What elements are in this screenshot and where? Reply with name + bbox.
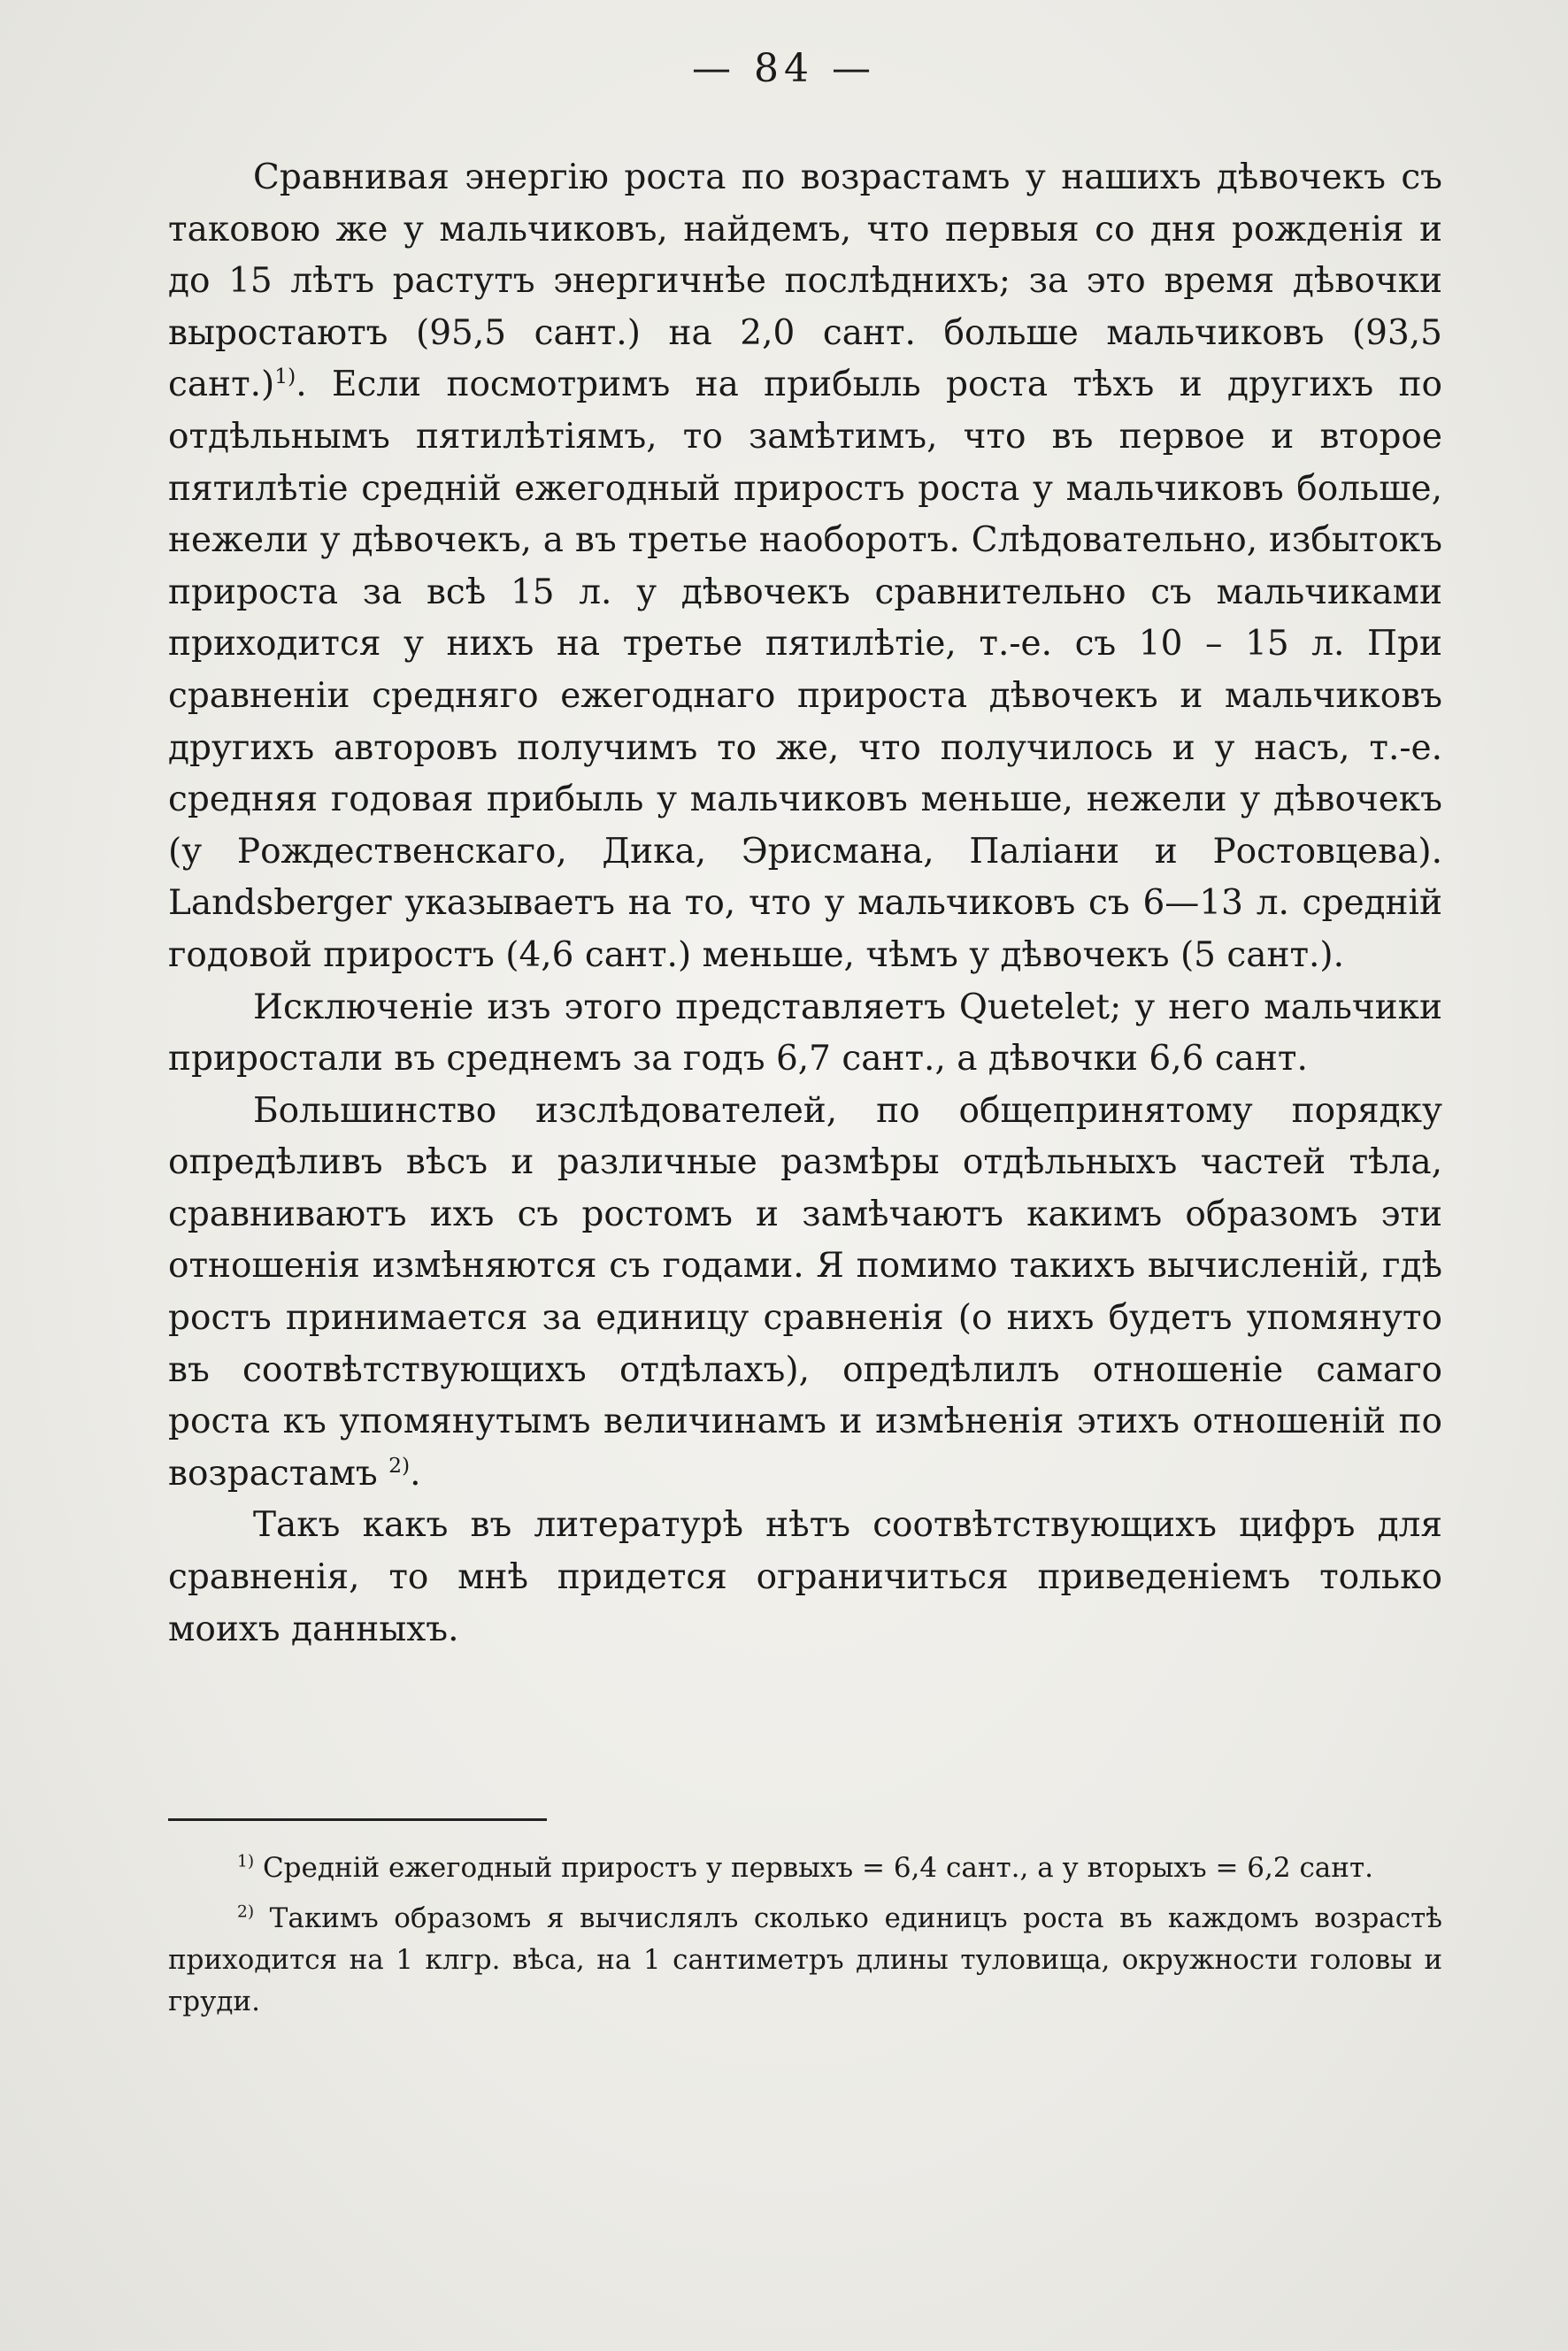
- paragraph-1-start: Сравнивая энергію роста по возрастамъ у нашихъ дѣвочекъ съ таковою же у мальчиковъ, найдемъ, что первыя со дня рожденія и до 15 лѣтъ растутъ энергичнѣе послѣднихъ; за это время дѣвочки выростаютъ (95,5 сант.) на 2,0 сант. больше мальчиковъ (93,5 сант.): [168, 158, 1442, 405]
- page-number: — 84 —: [692, 46, 876, 91]
- footnote-divider: [168, 1818, 547, 1821]
- footnote-2-marker: 2): [237, 1902, 255, 1922]
- footnote-1-marker: 1): [237, 1852, 255, 1871]
- paragraph-3-text: Большинство изслѣдователей, по общепринятому порядку опредѣливъ вѣсъ и различные размѣры отдѣльныхъ частей тѣла, сравниваютъ ихъ съ ростомъ и замѣчаютъ какимъ образомъ эти отношенія измѣняются съ годами. Я помимо такихъ вычисленій, гдѣ ростъ принимается за единицу сравненія (о нихъ будетъ упомянуто въ соотвѣтствующихъ отдѣлахъ), опредѣлилъ отношеніе самаго роста къ упомянутымъ величинамъ и измѣненія этихъ отношеній по возрастамъ: [168, 1090, 1442, 1494]
- footnote-1: [168, 1848, 1442, 1889]
- footnotes: [168, 1848, 1442, 2032]
- footnote-2-text: Такимъ образомъ я вычислялъ сколько единицъ роста въ каждомъ возрастѣ приходится на 1 клгр. вѣса, на 1 сантиметръ длины туловища, окружности головы и груди.: [168, 1902, 1442, 2017]
- paragraph-1: [168, 152, 1442, 982]
- footnote-1-text: Среднiй ежегодный приростъ у первыхъ = 6,4 сант., а у вторыхъ = 6,2 сант.: [262, 1852, 1373, 1884]
- paragraph-4: Такъ какъ въ литературѣ нѣтъ соотвѣтствующихъ цифръ для сравненія, то мнѣ придется ограничиться приведеніемъ только моихъ данныхъ.: [168, 1505, 1442, 1649]
- paragraph-2: Исключеніе изъ этого представляетъ Quetelet; у него мальчики приростали въ среднемъ за годъ 6,7 сант., а дѣвочки 6,6 сант.: [168, 987, 1442, 1079]
- main-text: [168, 152, 1442, 1656]
- paragraph-3-end: .: [410, 1453, 421, 1494]
- footnote-ref-1: 1): [274, 364, 296, 389]
- footnote-2: [168, 1898, 1442, 2023]
- paragraph-1-end: . Если посмотримъ на прибыль роста тѣхъ и другихъ по отдѣльнымъ пятилѣтіямъ, то замѣтимъ, что въ первое и второе пятилѣтіе среднiй ежегодный приростъ роста у мальчиковъ больше, нежели у дѣвочекъ, а въ третье наоборотъ. Слѣдовательно, избытокъ прироста за всѣ 15 л. у дѣвочекъ сравнительно съ мальчиками приходится у нихъ на третье пятилѣтіе, т.-е. съ 10 – 15 л. При сравненіи средняго ежегоднаго прироста дѣвочекъ и мальчиковъ другихъ авторовъ получимъ то же, что получилось и у насъ, т.-е. средняя годовая прибыль у мальчиковъ меньше, нежели у дѣвочекъ (у Рождественскаго, Дика, Эрисмана, Паліани и Ростовцева). Landsberger указываетъ на то, что у мальчиковъ съ 6—13 л. среднiй годовой приростъ (4,6 сант.) меньше, чѣмъ у дѣвочекъ (5 сант.).: [168, 365, 1442, 975]
- footnote-ref-2: 2): [388, 1452, 411, 1478]
- paragraph-3: [168, 1086, 1442, 1501]
